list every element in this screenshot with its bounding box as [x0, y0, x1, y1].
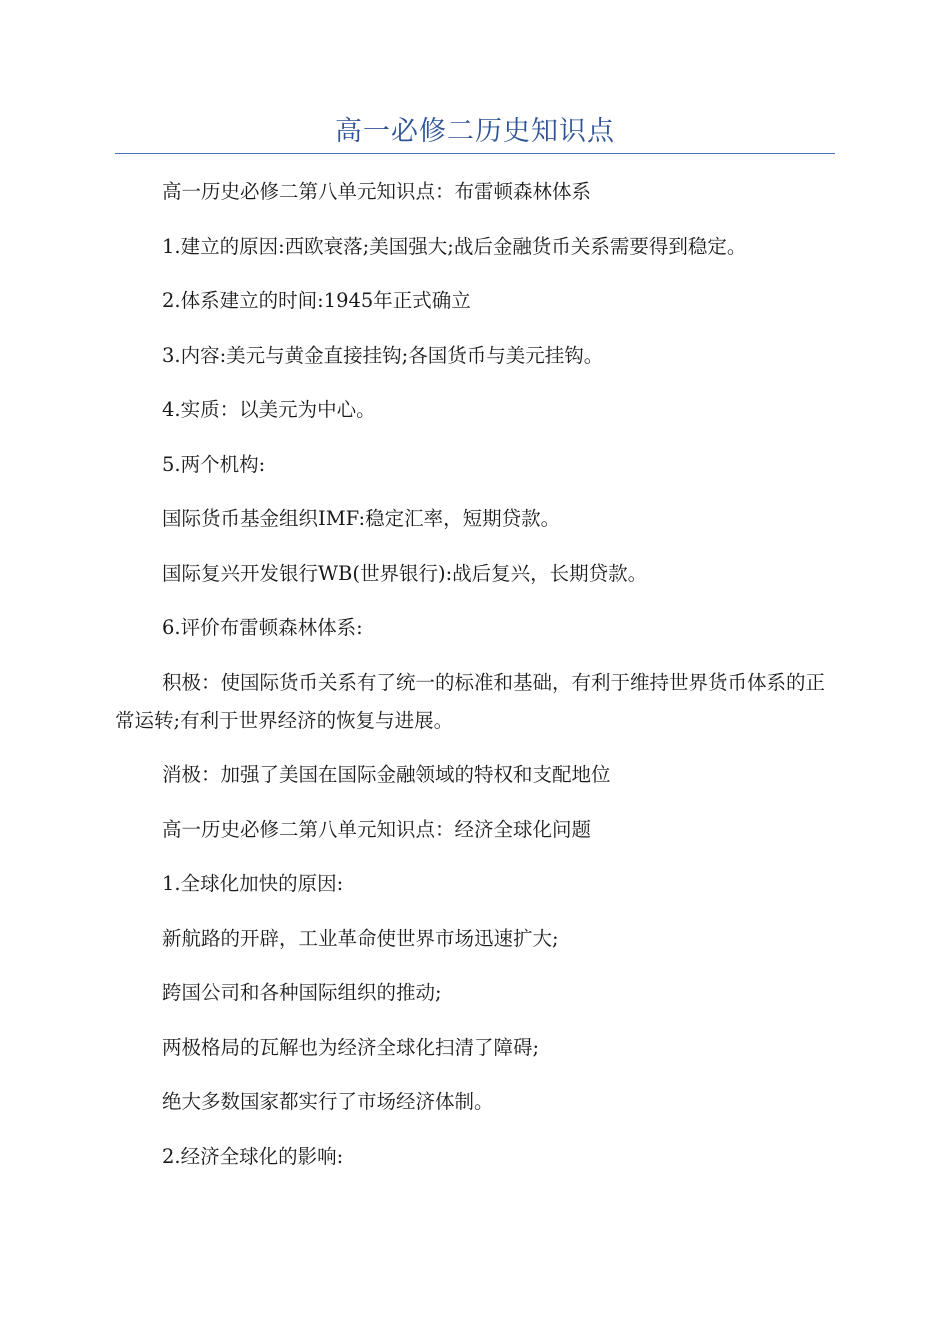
paragraph: 国际复兴开发银行WB(世界银行):战后复兴，长期贷款。 [162, 561, 648, 585]
section-heading: 高一历史必修二第八单元知识点：经济全球化问题 [162, 817, 592, 841]
paragraph: 绝大多数国家都实行了市场经济体制。 [162, 1090, 494, 1113]
paragraph: 2.经济全球化的影响: [162, 1144, 344, 1168]
document-title: 高一必修二历史知识点 [335, 116, 615, 147]
paragraph: 新航路的开辟，工业革命使世界市场迅速扩大; [162, 926, 559, 950]
title-underline [115, 153, 835, 154]
paragraph: 两极格局的瓦解也为经济全球化扫清了障碍; [162, 1035, 540, 1059]
paragraph: 5.两个机构: [162, 452, 266, 476]
paragraph: 2.体系建立的时间:1945年正式确立 [162, 289, 471, 312]
paragraph: 6.评价布雷顿森林体系: [162, 616, 363, 639]
section-heading: 高一历史必修二第八单元知识点：布雷顿森林体系 [162, 180, 592, 203]
paragraph: 1.建立的原因:西欧衰落;美国强大;战后金融货币关系需要得到稳定。 [162, 234, 747, 258]
paragraph: 积极：使国际货币关系有了统一的标准和基础，有利于维持世界货币体系的正常运转;有利于世界经济的恢复与进展。 [115, 670, 826, 732]
paragraph: 1.全球化加快的原因: [162, 872, 344, 895]
paragraph: 国际货币基金组织IMF:稳定汇率，短期贷款。 [162, 507, 561, 530]
paragraph: 跨国公司和各种国际组织的推动; [162, 981, 442, 1004]
paragraph: 3.内容:美元与黄金直接挂钩;各国货币与美元挂钩。 [162, 343, 604, 367]
paragraph: 消极：加强了美国在国际金融领域的特权和支配地位 [162, 763, 611, 786]
document-body [115, 173, 835, 1192]
paragraph: 4.实质：以美元为中心。 [162, 398, 376, 421]
